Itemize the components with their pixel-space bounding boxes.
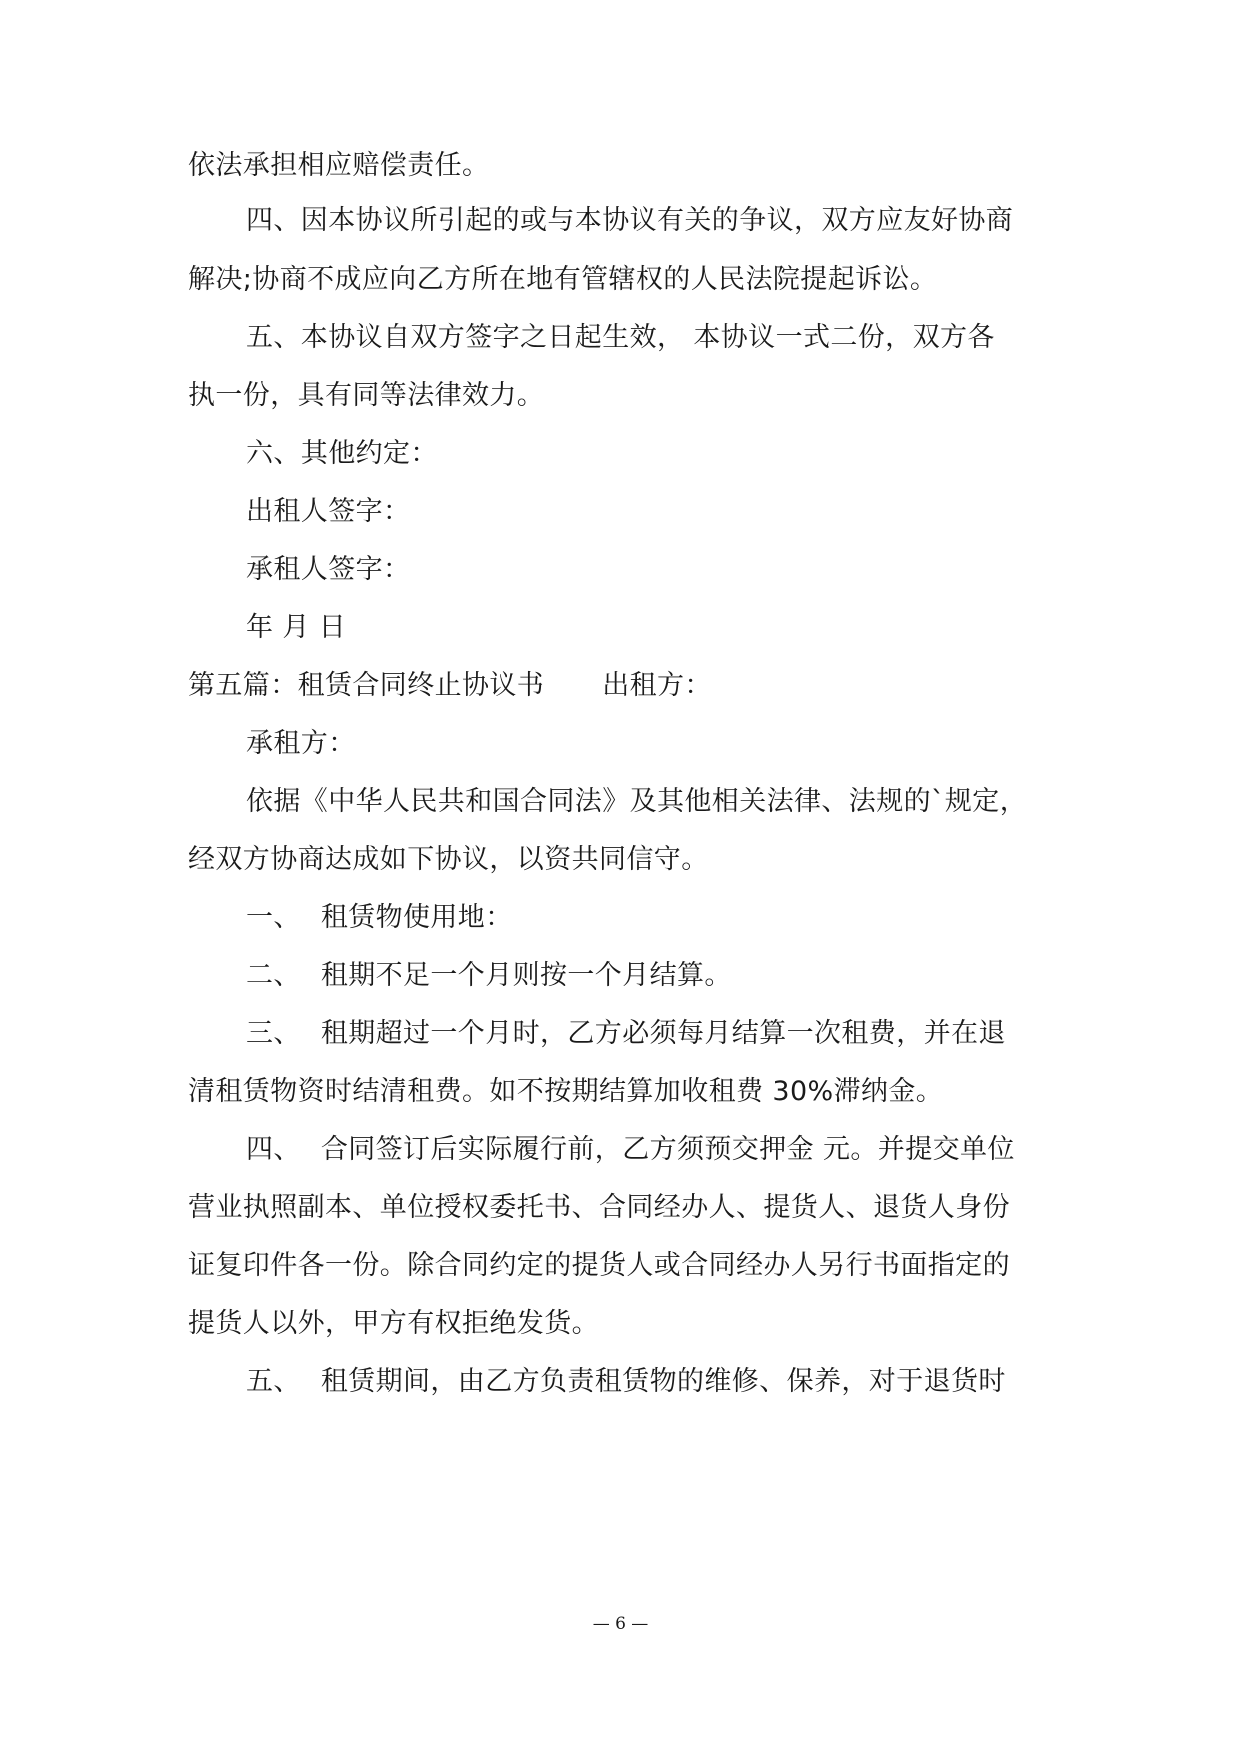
- item-four-line-3: 证复印件各一份。除合同约定的提货人或合同经办人另行书面指定的: [188, 1250, 1010, 1281]
- item-text: 合同签订后实际履行前，乙方须预交押金 元。并提交单位: [320, 1134, 1015, 1165]
- item-four-line-1: [246, 1132, 1126, 1168]
- lessee-signature-label: 承租人签字：: [246, 554, 411, 585]
- lessor-signature-label: 出租人签字：: [246, 496, 411, 527]
- item-text: 租赁期间，由乙方负责租赁物的维修、保养，对于退货时: [320, 1366, 1006, 1397]
- clause-five-line-1: 五、本协议自双方签字之日起生效， 本协议一式二份，双方各: [246, 322, 995, 353]
- item-three-line-2: 清租赁物资时结清租费。如不按期结算加收租费 30%滞纳金。: [188, 1076, 944, 1107]
- item-three-line-1: [246, 1016, 1126, 1052]
- text-line: 依法承担相应赔偿责任。: [188, 150, 490, 181]
- item-one: [246, 900, 1126, 936]
- item-number: 一、: [246, 902, 301, 933]
- item-five-line-1: [246, 1364, 1126, 1400]
- page-number: — 6 —: [592, 1614, 649, 1634]
- clause-six: 六、其他约定：: [246, 438, 438, 469]
- clause-four-line-1: 四、因本协议所引起的或与本协议有关的争议，双方应友好协商: [246, 205, 1014, 236]
- item-number: 三、: [246, 1018, 301, 1049]
- clause-five-line-2: 执一份，具有同等法律效力。: [188, 380, 545, 411]
- item-text: 租期超过一个月时，乙方必须每月结算一次租费，并在退: [320, 1018, 1006, 1049]
- item-number: 二、: [246, 960, 301, 991]
- clause-four-line-2: 解决;协商不成应向乙方所在地有管辖权的人民法院提起诉讼。: [188, 264, 938, 295]
- item-two: [246, 958, 1126, 994]
- item-text: 租赁物使用地：: [320, 902, 513, 933]
- item-four-line-4: 提货人以外，甲方有权拒绝发货。: [188, 1308, 599, 1339]
- item-text: 租期不足一个月则按一个月结算。: [320, 960, 732, 991]
- section-title: 第五篇：租赁合同终止协议书: [188, 670, 545, 701]
- lessor-label: 出租方：: [602, 670, 712, 701]
- preamble-line-1: 依据《中华人民共和国合同法》及其他相关法律、法规的`规定，: [246, 786, 1028, 817]
- lessee-label: 承租方：: [246, 728, 356, 759]
- item-number: 五、: [246, 1366, 301, 1397]
- section-heading-row: [188, 668, 1068, 704]
- date-line: 年 月 日: [246, 612, 347, 643]
- item-four-line-2: 营业执照副本、单位授权委托书、合同经办人、提货人、退货人身份: [188, 1192, 1010, 1223]
- item-number: 四、: [246, 1134, 301, 1165]
- preamble-line-2: 经双方协商达成如下协议，以资共同信守。: [188, 844, 709, 875]
